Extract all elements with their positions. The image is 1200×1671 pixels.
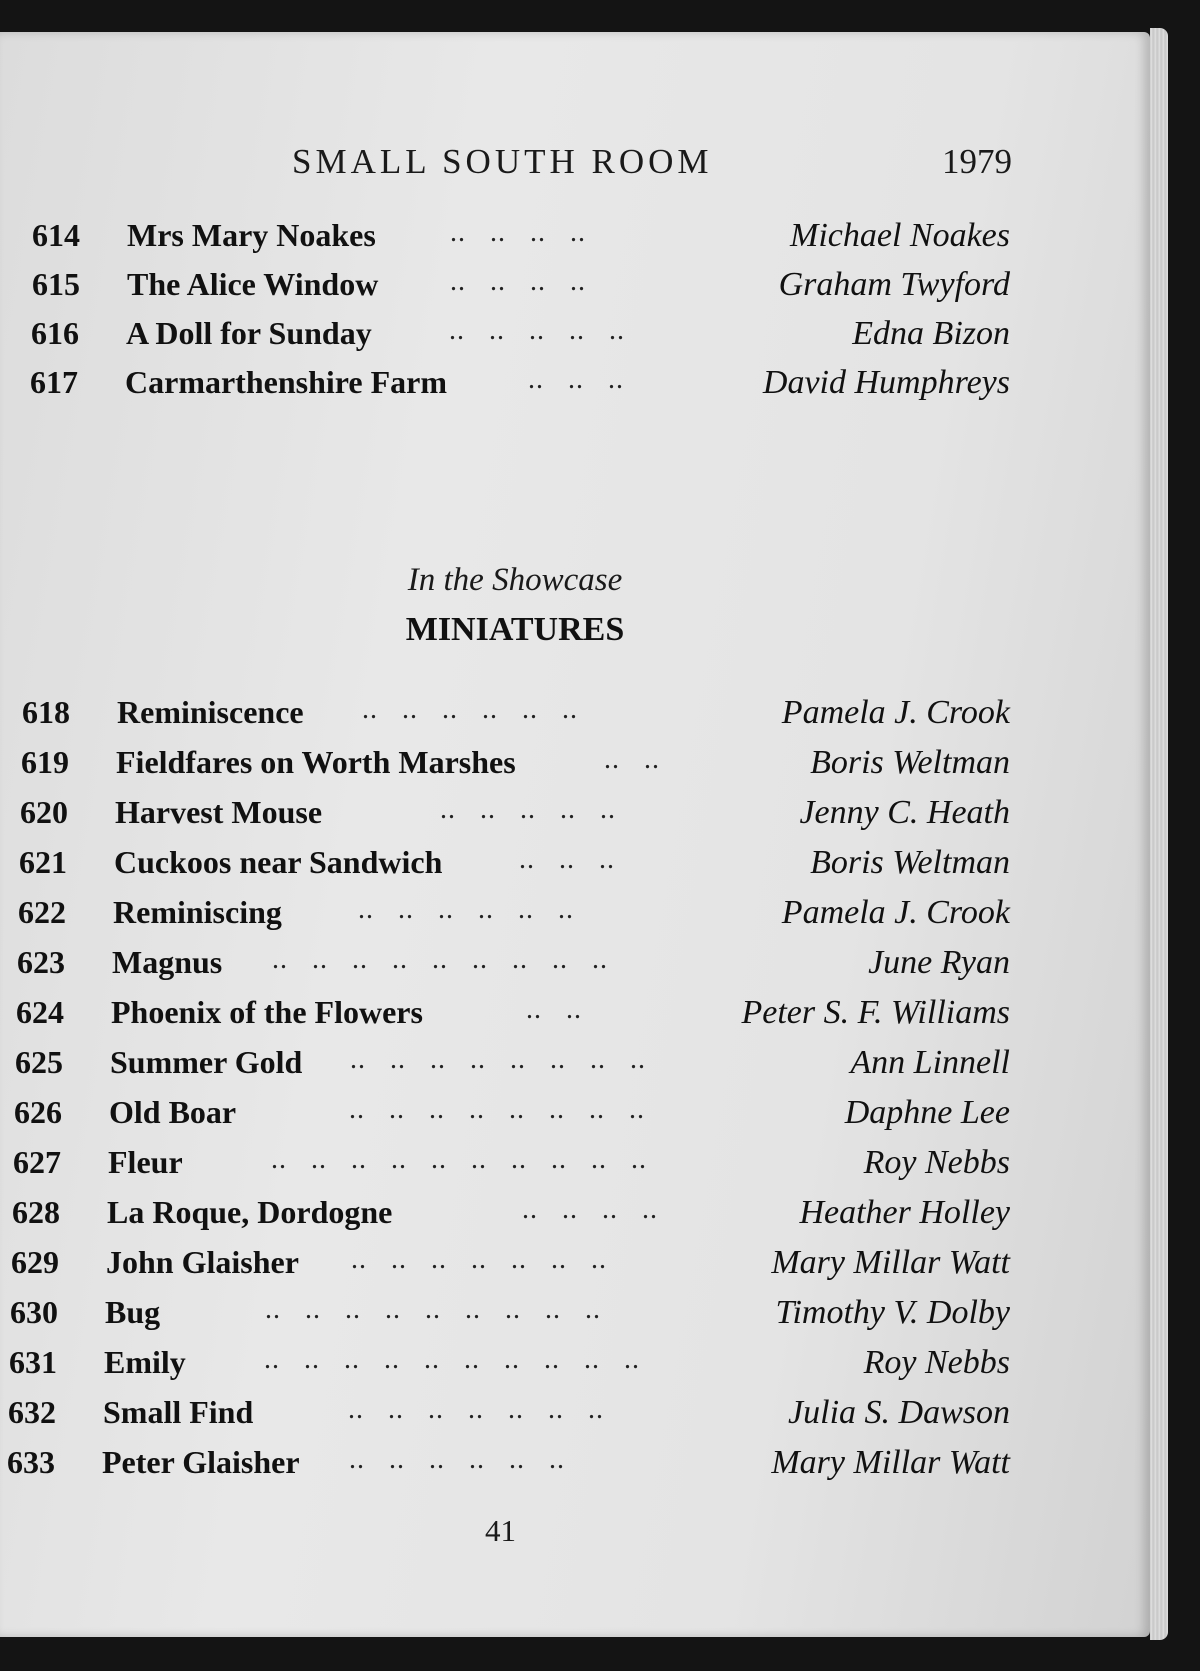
entry-artist: Mary Millar Watt: [771, 1244, 1010, 1281]
entry-title: Magnus: [112, 944, 223, 980]
entry-number: 627: [13, 1144, 61, 1180]
catalogue-entry: [15, 1044, 1010, 1088]
catalogue-entry: [9, 1344, 1010, 1388]
entry-title: Phoenix of the Flowers: [111, 994, 423, 1030]
entry-title: Bug: [105, 1294, 161, 1330]
section-title: MINIATURES: [405, 611, 625, 648]
entry-number: 625: [15, 1044, 63, 1080]
entry-title: Small Find: [103, 1394, 254, 1430]
entry-number: 614: [32, 217, 80, 253]
catalogue-entry: [8, 1394, 1010, 1438]
dot-leader: .. .. .. .. .. ..: [362, 694, 578, 725]
dot-leader: .. .. .. .. .. ..: [358, 894, 574, 925]
entry-number: 632: [8, 1394, 56, 1430]
entry-artist: Timothy V. Dolby: [775, 1294, 1010, 1331]
dot-leader: .. .. .. .. .. .. .. ..: [350, 1044, 646, 1075]
dot-leader: .. .. .. .. ..: [449, 315, 625, 346]
entry-number: 626: [14, 1094, 62, 1130]
entry-artist: Edna Bizon: [852, 315, 1010, 352]
dot-leader: .. .. .. .. .. .. .. ..: [349, 1094, 645, 1125]
entry-number: 616: [31, 315, 79, 351]
entry-number: 617: [30, 364, 78, 400]
entry-artist: Graham Twyford: [778, 266, 1010, 303]
section-subtitle: In the Showcase: [407, 562, 623, 598]
catalogue-entry: [32, 217, 1010, 261]
entry-number: 633: [7, 1444, 55, 1480]
dot-leader: .. .. .. .. .. .. .. .. .. ..: [271, 1144, 647, 1175]
entry-number: 629: [11, 1244, 59, 1280]
entry-number: 628: [12, 1194, 60, 1230]
catalogue-entry: [32, 266, 1010, 310]
catalogue-entry: [14, 1094, 1010, 1138]
entry-title: Summer Gold: [110, 1044, 303, 1080]
dot-leader: .. ..: [604, 744, 660, 775]
dot-leader: .. .. .. .. .. .. .. .. ..: [272, 944, 608, 975]
entry-artist: David Humphreys: [762, 364, 1010, 401]
entry-artist: Jenny C. Heath: [799, 794, 1010, 831]
catalogue-entry: [18, 894, 1010, 938]
catalogue-entry: [16, 994, 1010, 1038]
dot-leader: .. .. .. ..: [522, 1194, 658, 1225]
entry-title: Fleur: [108, 1144, 183, 1180]
dot-leader: .. .. .. .. ..: [440, 794, 616, 825]
entry-title: Emily: [104, 1344, 186, 1380]
page-number: 41: [485, 1513, 516, 1548]
entry-number: 630: [10, 1294, 58, 1330]
entry-artist: Heather Holley: [799, 1194, 1010, 1231]
entry-title: Carmarthenshire Farm: [125, 364, 447, 400]
entry-artist: Mary Millar Watt: [771, 1444, 1010, 1481]
entry-number: 620: [20, 794, 68, 830]
entry-number: 615: [32, 266, 80, 302]
entry-title: Reminiscing: [113, 894, 282, 930]
catalogue-entry: [20, 794, 1010, 838]
catalogue-entry: [22, 694, 1010, 738]
page-edge: [1150, 28, 1168, 1640]
catalogue-entry: [7, 1444, 1010, 1488]
catalogue-entry: [30, 364, 1010, 408]
dot-leader: .. .. .. .. .. .. ..: [348, 1394, 604, 1425]
entry-number: 623: [17, 944, 65, 980]
entry-number: 622: [18, 894, 66, 930]
entry-title: The Alice Window: [127, 266, 379, 302]
dot-leader: .. .. ..: [528, 364, 624, 395]
catalogue-entry: [12, 1194, 1010, 1238]
dot-leader: .. .. ..: [519, 844, 615, 875]
entry-artist: Ann Linnell: [850, 1044, 1010, 1081]
entry-title: John Glaisher: [106, 1244, 299, 1280]
catalogue-entry: [21, 744, 1010, 788]
entry-artist: Peter S. F. Williams: [741, 994, 1010, 1031]
entry-title: Fieldfares on Worth Marshes: [116, 744, 516, 780]
entry-title: Old Boar: [109, 1094, 237, 1130]
catalogue-entry: [11, 1244, 1010, 1288]
entry-artist: Roy Nebbs: [863, 1144, 1010, 1181]
catalogue-entry: [17, 944, 1010, 988]
catalogue-entry: [19, 844, 1010, 888]
dot-leader: .. .. .. .. .. .. .. .. .. ..: [264, 1344, 640, 1375]
catalogue-entry: [13, 1144, 1010, 1188]
entry-number: 619: [21, 744, 69, 780]
entry-number: 631: [9, 1344, 57, 1380]
dot-leader: .. .. .. .. .. ..: [349, 1444, 565, 1475]
dot-leader: .. ..: [526, 994, 582, 1025]
year-heading: 1979: [942, 142, 1012, 181]
dot-leader: .. .. .. .. .. .. .. .. ..: [265, 1294, 601, 1325]
entry-artist: Roy Nebbs: [863, 1344, 1010, 1381]
entry-artist: Pamela J. Crook: [781, 694, 1010, 731]
entry-artist: Michael Noakes: [790, 217, 1010, 254]
entry-artist: Pamela J. Crook: [781, 894, 1010, 931]
entry-artist: Daphne Lee: [844, 1094, 1010, 1131]
entry-number: 618: [22, 694, 70, 730]
catalogue-entry: [10, 1294, 1010, 1338]
entry-title: Mrs Mary Noakes: [127, 217, 376, 253]
entry-artist: Julia S. Dawson: [788, 1394, 1010, 1431]
entry-title: Reminiscence: [117, 694, 304, 730]
entry-title: Cuckoos near Sandwich: [114, 844, 443, 880]
dot-leader: .. .. .. ..: [450, 217, 586, 248]
entry-artist: Boris Weltman: [810, 744, 1010, 781]
entry-number: 624: [16, 994, 64, 1030]
entry-title: La Roque, Dordogne: [107, 1194, 393, 1230]
entry-artist: Boris Weltman: [810, 844, 1010, 881]
catalogue-entry: [31, 315, 1010, 359]
entry-artist: June Ryan: [868, 944, 1010, 981]
entry-title: A Doll for Sunday: [126, 315, 372, 351]
entry-number: 621: [19, 844, 67, 880]
dot-leader: .. .. .. ..: [450, 266, 586, 297]
dot-leader: .. .. .. .. .. .. ..: [351, 1244, 607, 1275]
entry-title: Harvest Mouse: [115, 794, 323, 830]
room-heading: SMALL SOUTH ROOM: [292, 142, 713, 181]
entry-title: Peter Glaisher: [102, 1444, 300, 1480]
